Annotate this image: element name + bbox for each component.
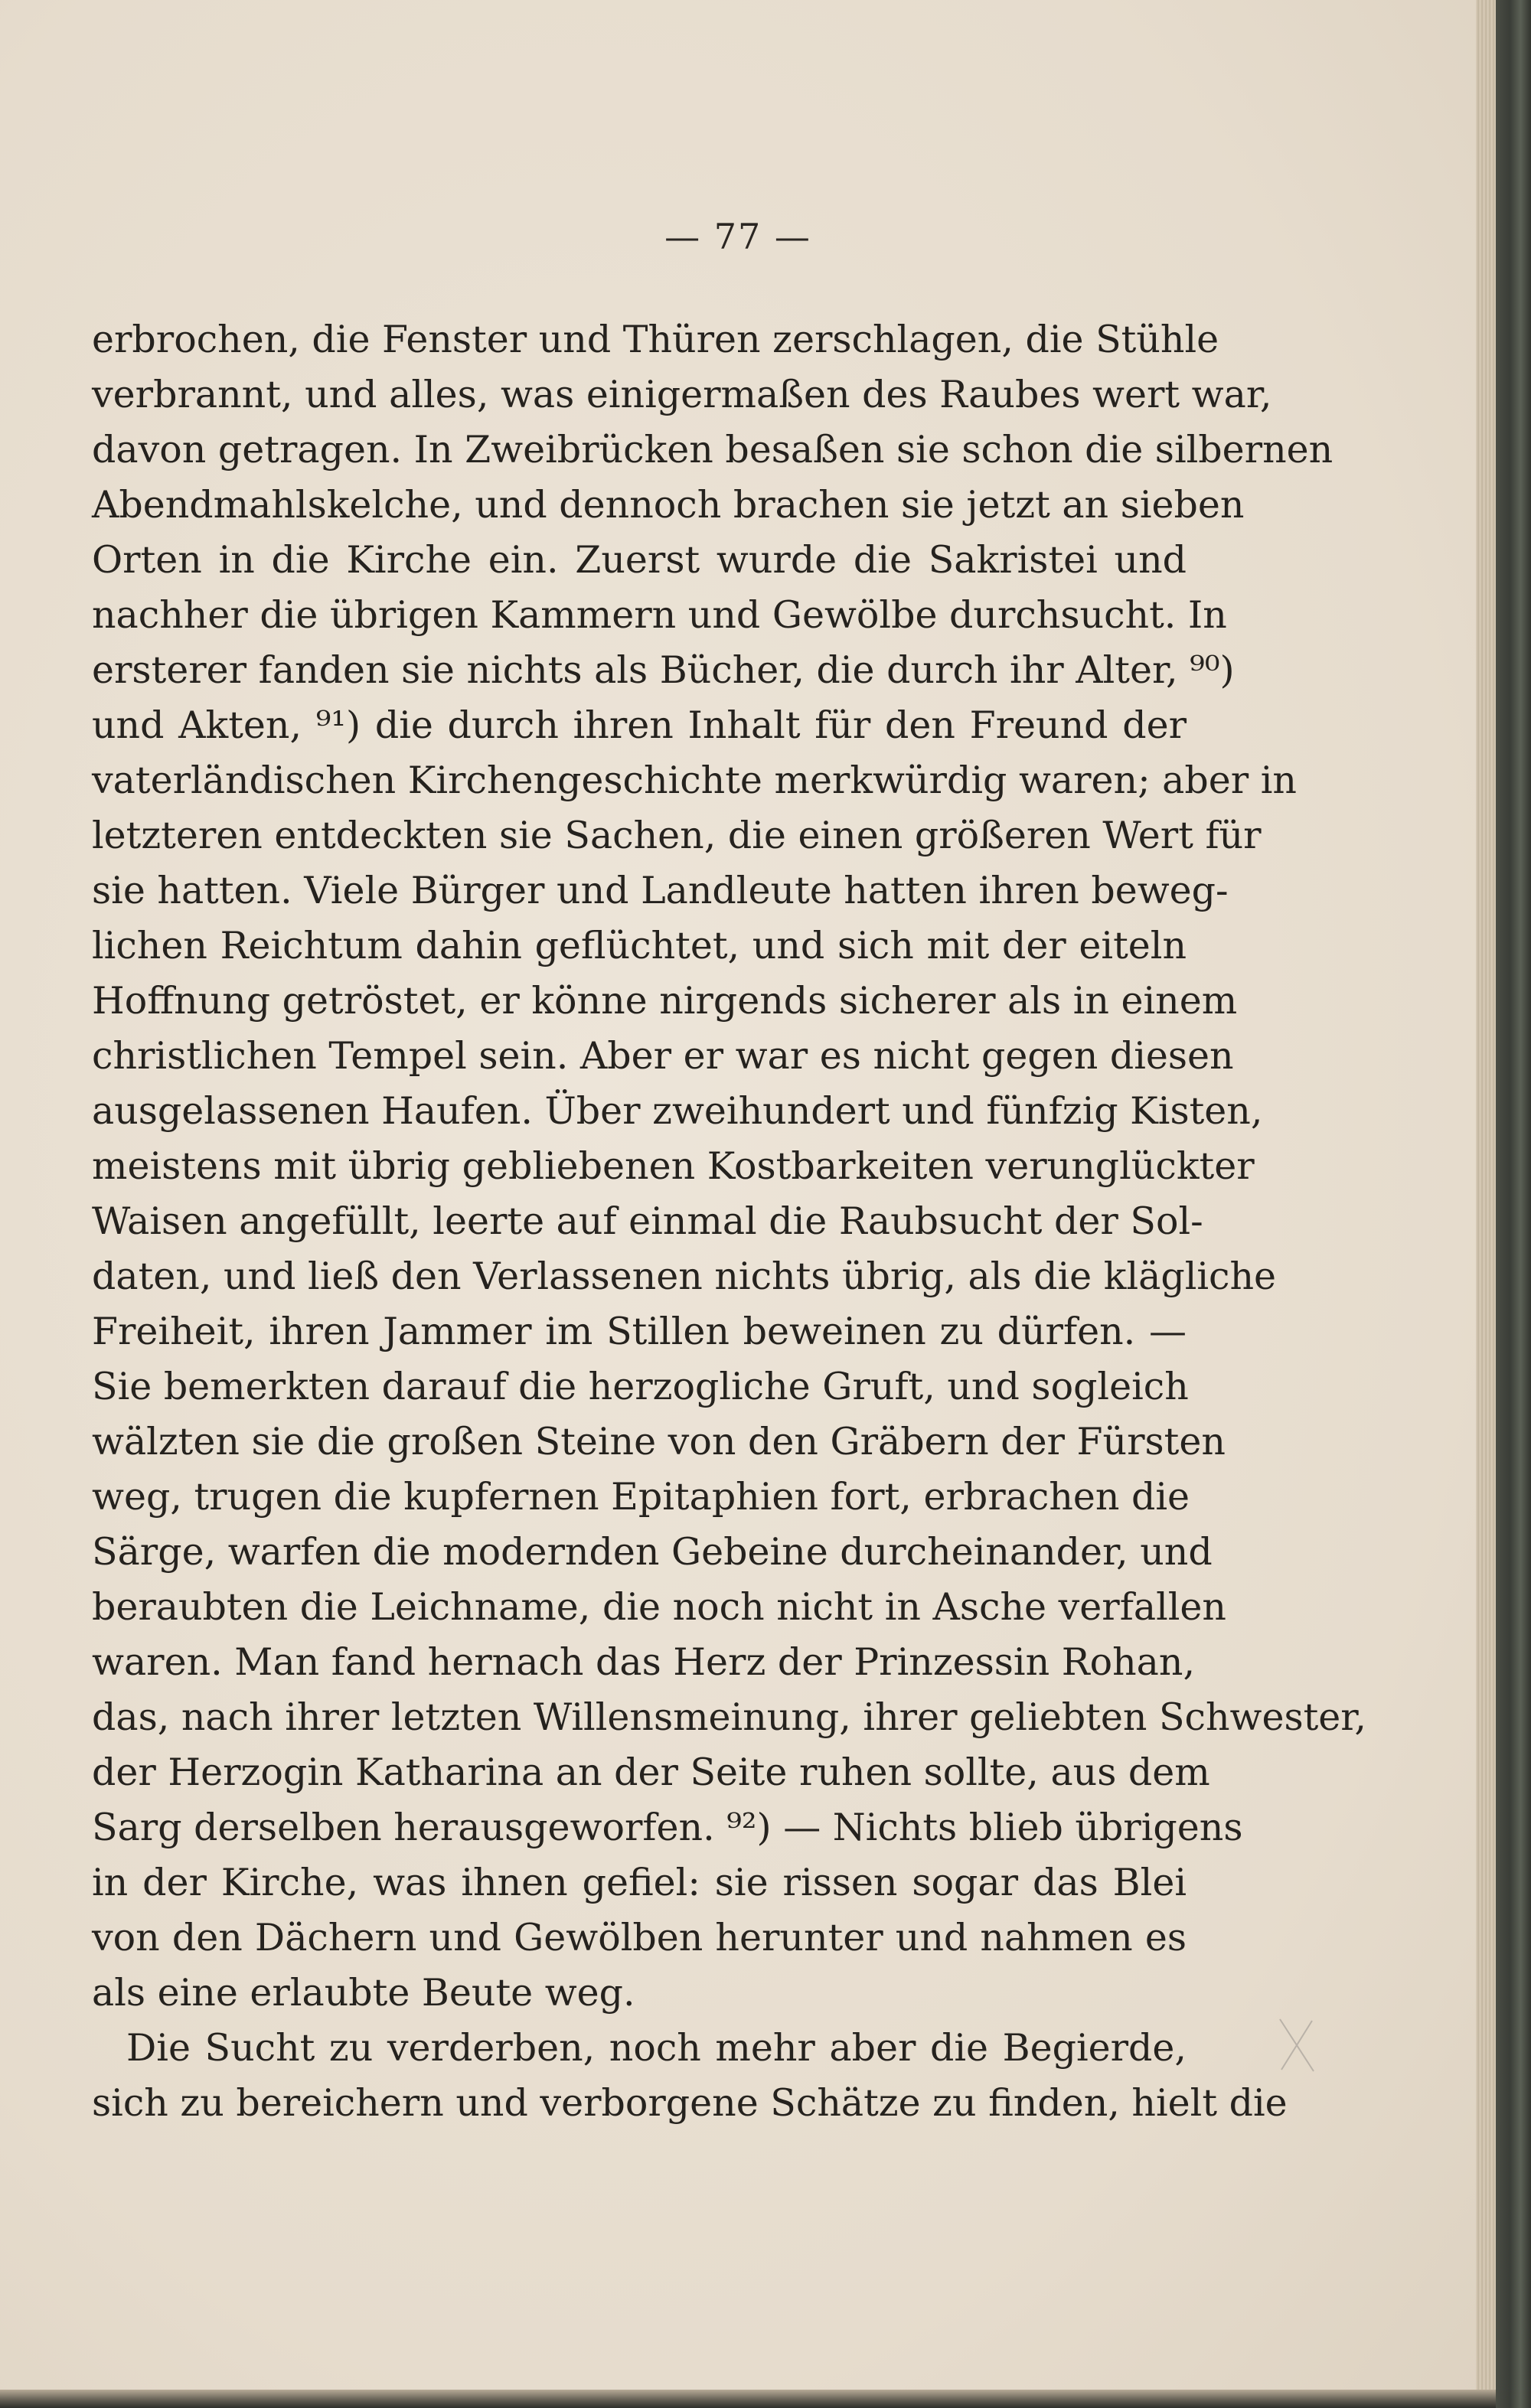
text-line: und Akten, ⁹¹) die durch ihren Inhalt für den Freund der xyxy=(92,703,1187,747)
text-line: Särge, warfen die modernden Gebeine durcheinander, und xyxy=(92,1530,1213,1574)
text-line: ersterer fanden sie nichts als Bücher, die durch ihr Alter, ⁹⁰) xyxy=(92,648,1235,692)
text-line: waren. Man fand hernach das Herz der Prinzessin Rohan, xyxy=(92,1640,1196,1684)
text-line: weg, trugen die kupfernen Epitaphien fort, erbrachen die xyxy=(92,1475,1190,1519)
text-line: nachher die übrigen Kammern und Gewölbe durchsucht. In xyxy=(92,593,1227,637)
text-line: ausgelassenen Haufen. Über zweihundert und fünfzig Kisten, xyxy=(92,1089,1263,1133)
text-line: meistens mit übrig gebliebenen Kostbarkeiten verunglückter xyxy=(92,1144,1255,1188)
text-line: verbrannt, und alles, was einigermaßen des Raubes wert war, xyxy=(92,373,1272,416)
book-cover-edge xyxy=(1496,0,1531,2408)
text-line: Sarg derselben herausgeworfen. ⁹²) — Nichts blieb übrigens xyxy=(92,1806,1243,1849)
text-line: das, nach ihrer letzten Willensmeinung, ihrer geliebten Schwester, xyxy=(92,1695,1366,1739)
text-line: lichen Reichtum dahin geflüchtet, und sich mit der eiteln xyxy=(92,924,1187,967)
text-line: in der Kirche, was ihnen gefiel: sie rissen sogar das Blei xyxy=(92,1861,1187,1904)
text-line: der Herzogin Katharina an der Seite ruhen sollte, aus dem xyxy=(92,1751,1210,1794)
text-line: Freiheit, ihren Jammer im Stillen beweinen zu dürfen. — xyxy=(92,1310,1187,1353)
text-line: Waisen angefüllt, leerte auf einmal die Raubsucht der Sol- xyxy=(92,1199,1203,1243)
text-line: beraubten die Leichname, die noch nicht in Asche verfallen xyxy=(92,1585,1226,1629)
text-line: Die Sucht zu verderben, noch mehr aber die Begierde, xyxy=(126,2026,1187,2070)
text-line: wälzten sie die großen Steine von den Gräbern der Fürsten xyxy=(92,1420,1226,1463)
text-line: erbrochen, die Fenster und Thüren zerschlagen, die Stühle xyxy=(92,318,1219,361)
text-line: davon getragen. In Zweibrücken besaßen sie schon die silbernen xyxy=(92,428,1334,471)
text-line: vaterländischen Kirchengeschichte merkwürdig waren; aber in xyxy=(92,759,1297,802)
text-line: als eine erlaubte Beute weg. xyxy=(92,1971,635,2015)
page-bottom-shadow xyxy=(0,2390,1496,2408)
text-line: letzteren entdeckten sie Sachen, die einen größeren Wert für xyxy=(92,814,1262,857)
text-line: Orten in die Kirche ein. Zuerst wurde die Sakristei und xyxy=(92,538,1187,582)
page-edges xyxy=(1476,0,1496,2408)
body-text xyxy=(92,312,1366,2131)
page-number: — 77 — xyxy=(664,216,811,257)
text-line: sie hatten. Viele Bürger und Landleute hatten ihren beweg- xyxy=(92,869,1229,912)
text-line: Abendmahlskelche, und dennoch brachen sie jetzt an sieben xyxy=(92,483,1245,527)
pencil-mark-icon xyxy=(1274,2015,1320,2076)
text-line: sich zu bereichern und verborgene Schätze zu finden, hielt die xyxy=(92,2081,1288,2125)
text-line: christlichen Tempel sein. Aber er war es nicht gegen diesen xyxy=(92,1034,1234,1078)
text-line: von den Dächern und Gewölben herunter und nahmen es xyxy=(92,1916,1187,1959)
text-line: daten, und ließ den Verlassenen nichts übrig, als die klägliche xyxy=(92,1255,1277,1298)
text-line: Hoffnung getröstet, er könne nirgends sicherer als in einem xyxy=(92,979,1238,1023)
text-line: Sie bemerkten darauf die herzogliche Gruft, und sogleich xyxy=(92,1365,1189,1408)
